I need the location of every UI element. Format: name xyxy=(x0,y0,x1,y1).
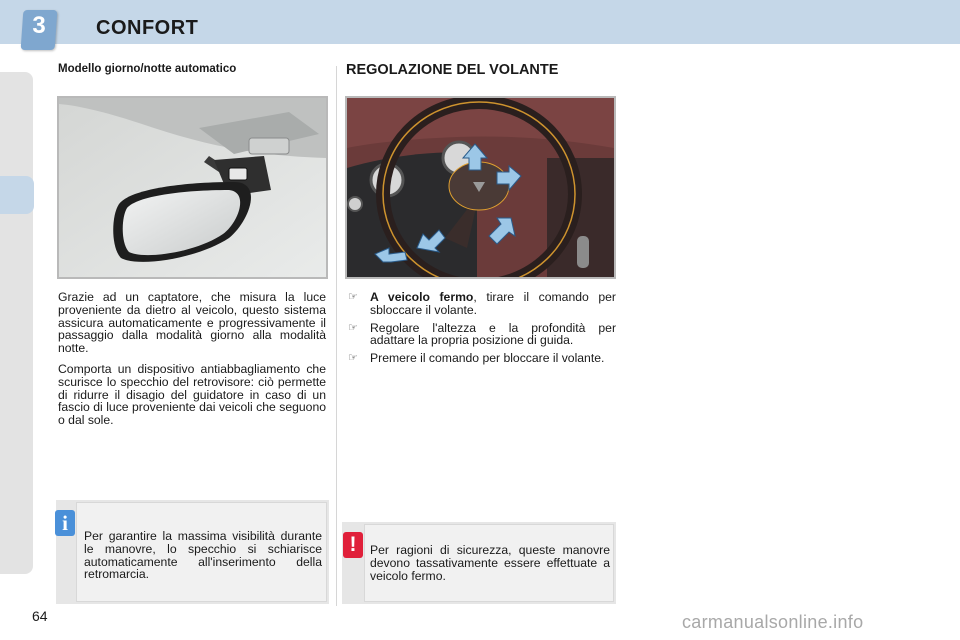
steering-section-title: REGOLAZIONE DEL VOLANTE xyxy=(346,62,559,78)
info-note-text: Per garantire la massima visibilità durante le manovre, lo specchio si schiarisce automaticamente all'inserimento della retromarcia. xyxy=(84,529,322,582)
chapter-title: CONFORT xyxy=(96,17,199,39)
warning-note-text: Per ragioni di sicurezza, queste manovre devono tassativamente essere effettuate a veicolo fermo. xyxy=(370,543,610,583)
instruction-bold: A veicolo fermo xyxy=(370,290,474,304)
side-thumb-strip xyxy=(0,72,33,574)
steering-instructions xyxy=(346,291,616,370)
page-number: 64 xyxy=(32,608,48,624)
info-icon: i xyxy=(55,510,75,536)
list-item xyxy=(346,322,616,348)
pointing-hand-icon: ☞ xyxy=(348,352,358,365)
chapter-number: 3 xyxy=(32,12,46,39)
steering-wheel-photo xyxy=(345,96,616,279)
mirror-paragraph-2: Comporta un dispositivo antiabbagliamento che scurisce lo specchio del retrovisore: ciò permette di ridurre il disagio del guidatore in caso di un fascio di luce proveniente dai veicoli che seguono o dal sole. xyxy=(58,362,326,428)
mirror-paragraph-1: Grazie ad un captatore, che misura la luce proveniente da dietro al veicolo, questo sistema assicura automaticamente e progressivamente il passaggio dalla modalità giorno alla modalità notte. xyxy=(58,290,326,356)
column-divider xyxy=(336,66,337,606)
mirror-subheading: Modello giorno/notte automatico xyxy=(58,63,237,75)
side-chapter-marker xyxy=(0,176,34,214)
instruction-text: Premere il comando per bloccare il volante. xyxy=(370,351,605,366)
warning-icon: ! xyxy=(343,532,363,558)
pointing-hand-icon: ☞ xyxy=(348,291,358,303)
list-item xyxy=(346,291,616,317)
watermark: carmanualsonline.info xyxy=(682,612,864,632)
instruction-text: , tirare il comando per sbloccare il volante. xyxy=(370,290,616,317)
instruction-text: Regolare l'altezza e la profondità per adattare la propria posizione di guida. xyxy=(370,320,616,348)
rearview-mirror-photo xyxy=(57,96,328,279)
list-item xyxy=(346,352,616,365)
pointing-hand-icon: ☞ xyxy=(348,321,358,334)
